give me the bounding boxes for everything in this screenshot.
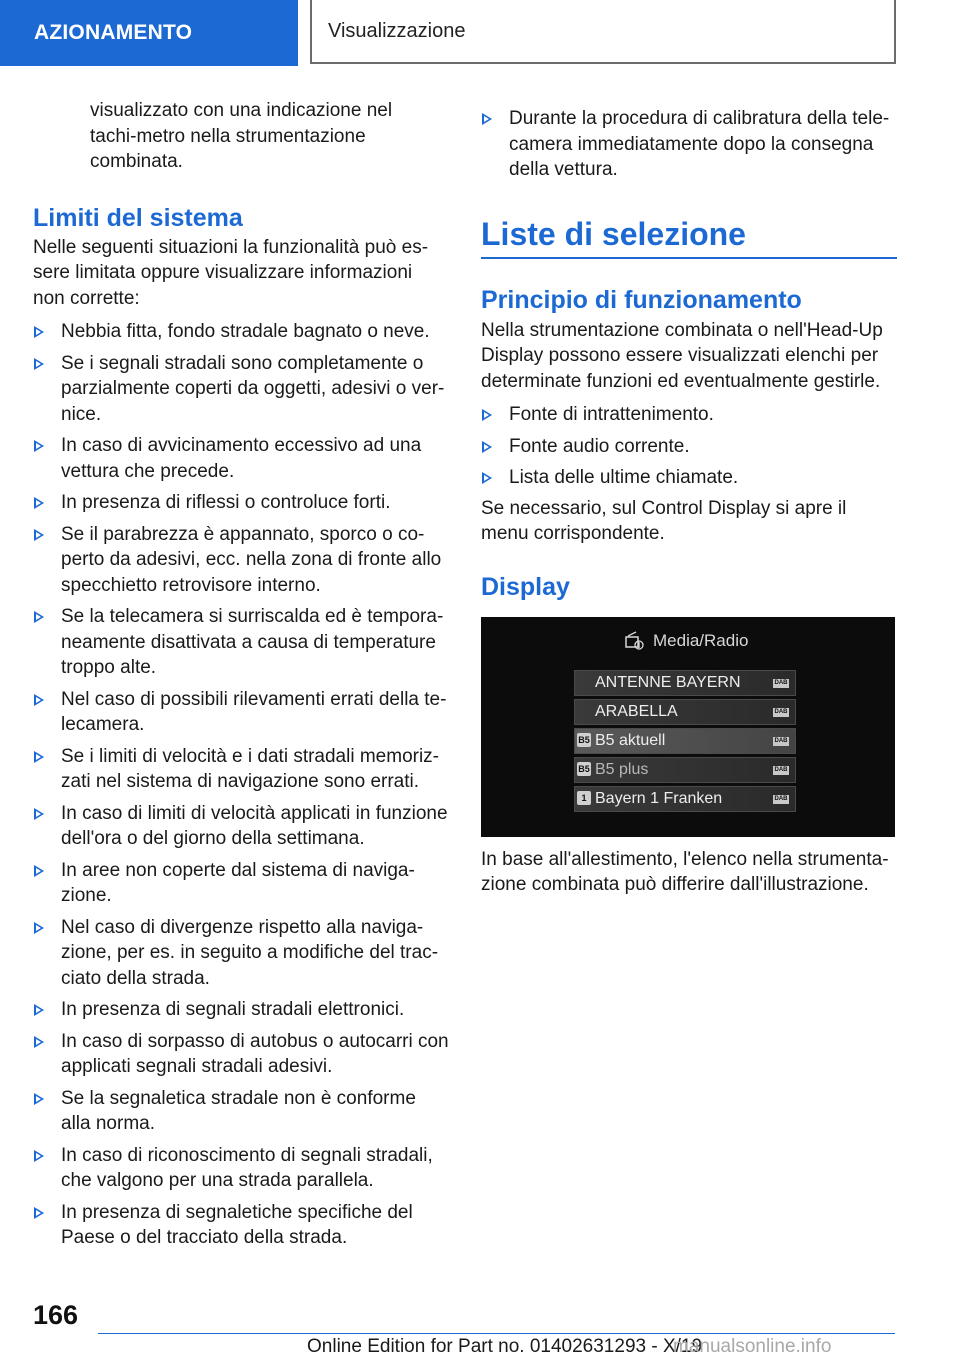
list-item-text: Fonte di intrattenimento. [509, 404, 714, 425]
list-item-text: In presenza di segnaletiche specifiche del Paese o del tracciato della strada. [61, 1201, 413, 1248]
limit-item [33, 351, 449, 428]
limit-item [33, 744, 449, 795]
limit-item [33, 997, 449, 1023]
limit-item [33, 858, 449, 909]
principle-item [481, 465, 897, 491]
list-item-text: Se la segnaletica stradale non è conforme alla norma. [61, 1087, 416, 1134]
limit-item [33, 1029, 449, 1080]
screen-list-item [574, 699, 796, 725]
triangle-bullet-icon [34, 1004, 44, 1016]
list-item-text: In presenza di riflessi o controluce forti. [61, 492, 391, 513]
system-limits-list [33, 319, 449, 1251]
limit-item [33, 1143, 449, 1194]
list-item-text: Nel caso di divergenze rispetto alla naviga-zione, per es. in seguito a modifiche del trac-ciato della strada. [61, 916, 439, 989]
calibration-item [481, 106, 897, 183]
system-limits-intro: Nelle seguenti situazioni la funzionalità può es-sere limitata oppure visualizzare informazioni non corrette: [33, 236, 429, 309]
triangle-bullet-icon [34, 751, 44, 763]
list-item-text: Se il parabrezza è appannato, sporco o co-perto da adesivi, ecc. nella zona di fronte allo specchietto retrovisore interno. [61, 523, 442, 596]
list-item-text: Se i limiti di velocità e i dati stradali memoriz-zati nel sistema di navigazione sono errati. [61, 745, 440, 792]
list-item-text: In caso di avvicinamento eccessivo ad una vettura che precede. [61, 435, 422, 482]
triangle-bullet-icon [34, 326, 44, 338]
principle-heading: Principio di funzionamento [481, 285, 802, 314]
triangle-bullet-icon [34, 1093, 44, 1105]
limit-item [33, 433, 449, 484]
screen-list-item [574, 728, 796, 754]
screen-list-item [574, 757, 796, 783]
display-heading: Display [481, 572, 570, 601]
system-limits-heading: Limiti del sistema [33, 203, 243, 232]
triangle-bullet-icon [34, 611, 44, 623]
triangle-bullet-icon [482, 441, 492, 453]
triangle-bullet-icon [34, 694, 44, 706]
dab-badge-icon: DAB [774, 708, 788, 715]
limit-item [33, 319, 449, 345]
principle-list [481, 402, 897, 491]
limit-item [33, 687, 449, 738]
screen-title [623, 631, 748, 651]
section-tab: AZIONAMENTO [0, 0, 298, 66]
station-label: B5 aktuell [595, 731, 666, 749]
continuation-text: visualizzato con una indicazione nel tachi-metro nella strumentazione combinata. [90, 100, 393, 172]
triangle-bullet-icon [34, 1036, 44, 1048]
selection-lists-heading: Liste di selezione [481, 215, 746, 252]
list-item-text: In presenza di segnali stradali elettronici. [61, 999, 405, 1020]
dab-badge-icon: DAB [774, 766, 788, 773]
triangle-bullet-icon [34, 865, 44, 877]
limit-item [33, 604, 449, 681]
list-item-text: Se la telecamera si surriscalda ed è tempora-neamente disattivata a causa di temperature troppo alte. [61, 606, 444, 678]
list-item-text: Se i segnali stradali sono completamente o parzialmente coperti da oggetti, adesivi o ver-nice. [61, 352, 445, 425]
watermark: manualsonline.info [673, 1336, 832, 1357]
list-item-text: Nebbia fitta, fondo stradale bagnato o neve. [61, 321, 430, 342]
triangle-bullet-icon [482, 409, 492, 421]
page-number: 166 [33, 1300, 79, 1330]
principle-item [481, 434, 897, 460]
left-column [33, 98, 449, 1257]
list-item-text: Fonte audio corrente. [509, 435, 690, 457]
triangle-bullet-icon [34, 440, 44, 452]
triangle-bullet-icon [34, 529, 44, 541]
limit-item [33, 522, 449, 599]
triangle-bullet-icon [34, 497, 44, 509]
station-label: ARABELLA [595, 702, 678, 720]
display-caption: In base all'allestimento, l'elenco nella strumenta-zione combinata può differire dall'illustrazione. [481, 848, 889, 895]
triangle-bullet-icon [34, 808, 44, 820]
station-logo-icon: B5 [578, 763, 590, 774]
triangle-bullet-icon [34, 922, 44, 934]
dab-badge-icon: DAB [774, 795, 788, 802]
screen-list-item [574, 786, 796, 812]
limit-item [33, 915, 449, 992]
list-item-text: In caso di riconoscimento di segnali stradali, che valgono per una strada parallela. [61, 1144, 433, 1191]
limit-item [33, 490, 449, 516]
triangle-bullet-icon [34, 1207, 44, 1219]
page-header [0, 0, 960, 66]
screen-title-text: Media/Radio [653, 630, 749, 650]
triangle-bullet-icon [482, 472, 492, 484]
principle-note: Se necessario, sul Control Display si apre il menu corrispondente. [481, 497, 847, 544]
limit-item [33, 1086, 449, 1137]
list-item-text: Lista delle ultime chiamate. [509, 467, 739, 488]
limit-item [33, 801, 449, 852]
dab-badge-icon: DAB [774, 737, 788, 744]
limit-item [33, 1200, 449, 1251]
media-radio-icon [623, 631, 645, 651]
triangle-bullet-icon [34, 1150, 44, 1162]
station-logo-icon: 1 [577, 791, 591, 805]
screen-list [574, 670, 796, 815]
display-screenshot [481, 617, 895, 837]
right-column [481, 98, 897, 898]
list-item-text: Durante la procedura di calibratura della tele-camera immediatamente dopo la consegna della vettura. [509, 108, 890, 180]
station-logo-icon: B5 [578, 734, 590, 745]
principle-item [481, 402, 897, 428]
footer-rule [98, 1333, 895, 1334]
calibration-list [481, 106, 897, 183]
station-label: Bayern 1 Franken [595, 789, 723, 807]
triangle-bullet-icon [34, 358, 44, 370]
list-item-text: Nel caso di possibili rilevamenti errati della te-lecamera. [61, 688, 447, 735]
screen-list-item [574, 670, 796, 696]
footer-edition: Online Edition for Part no. 01402631293 - X/19 [307, 1336, 703, 1357]
dab-badge-icon: DAB [774, 679, 788, 686]
triangle-bullet-icon [482, 113, 492, 125]
station-label: B5 plus [595, 760, 649, 778]
topic-tab: Visualizzazione [310, 0, 896, 64]
heading-rule [481, 257, 897, 259]
list-item-text: In caso di sorpasso di autobus o autocarri con applicati segnali stradali adesivi. [61, 1030, 449, 1077]
principle-intro: Nella strumentazione combinata o nell'Head-Up Display possono essere visualizzati elenchi per determinate funzioni ed eventualmente gestirle. [481, 319, 883, 392]
list-item-text: In caso di limiti di velocità applicati in funzione dell'ora o del giorno della settimana. [61, 802, 448, 849]
station-label: ANTENNE BAYERN [595, 673, 741, 691]
list-item-text: In aree non coperte dal sistema di naviga-zione. [61, 859, 415, 906]
